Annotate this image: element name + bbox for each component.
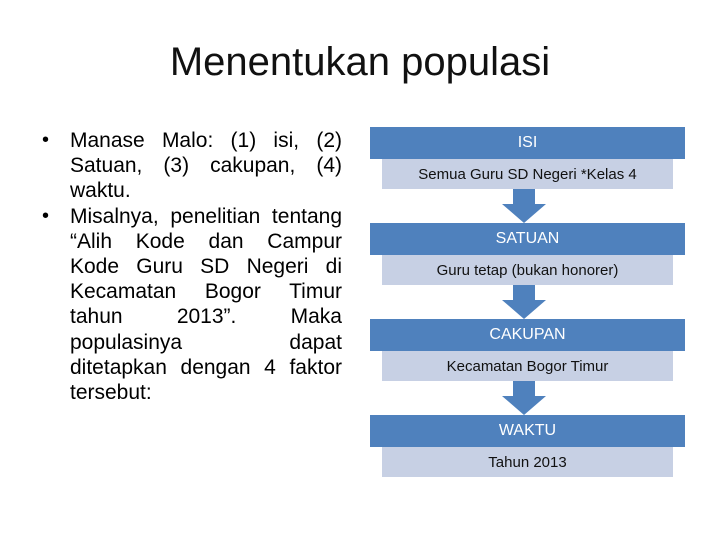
step-cakupan-label: CAKUPAN xyxy=(370,319,685,351)
step-cakupan-value: Kecamatan Bogor Timur xyxy=(382,351,673,381)
bullet-text: Misalnya, penelitian tentang “Alih Kode dan Campur Kode Guru SD Negeri di Kecamatan Bogor Timur tahun 2013”. Maka populasinya dapat ditetapkan dengan 4 faktor tersebut: xyxy=(70,204,342,405)
bullet-list xyxy=(42,128,342,405)
step-isi-label: ISI xyxy=(370,127,685,159)
bullet-item xyxy=(42,204,342,406)
down-arrow-icon xyxy=(502,285,546,319)
step-isi-value: Semua Guru SD Negeri *Kelas 4 xyxy=(382,159,673,189)
down-arrow-icon xyxy=(502,381,546,415)
slide-title: Menentukan populasi xyxy=(169,40,551,84)
step-satuan-label: SATUAN xyxy=(370,223,685,255)
step-satuan-value: Guru tetap (bukan honorer) xyxy=(382,255,673,285)
population-flow-diagram xyxy=(370,127,685,477)
down-arrow-icon xyxy=(502,189,546,223)
bullet-icon: • xyxy=(42,204,50,227)
bullet-item xyxy=(42,128,342,204)
step-waktu-value: Tahun 2013 xyxy=(382,447,673,477)
bullet-icon: • xyxy=(42,129,50,151)
bullet-text: Manase Malo: (1) isi, (2) Satuan, (3) cakupan, (4) waktu. xyxy=(70,129,342,203)
step-waktu-label: WAKTU xyxy=(370,415,685,447)
